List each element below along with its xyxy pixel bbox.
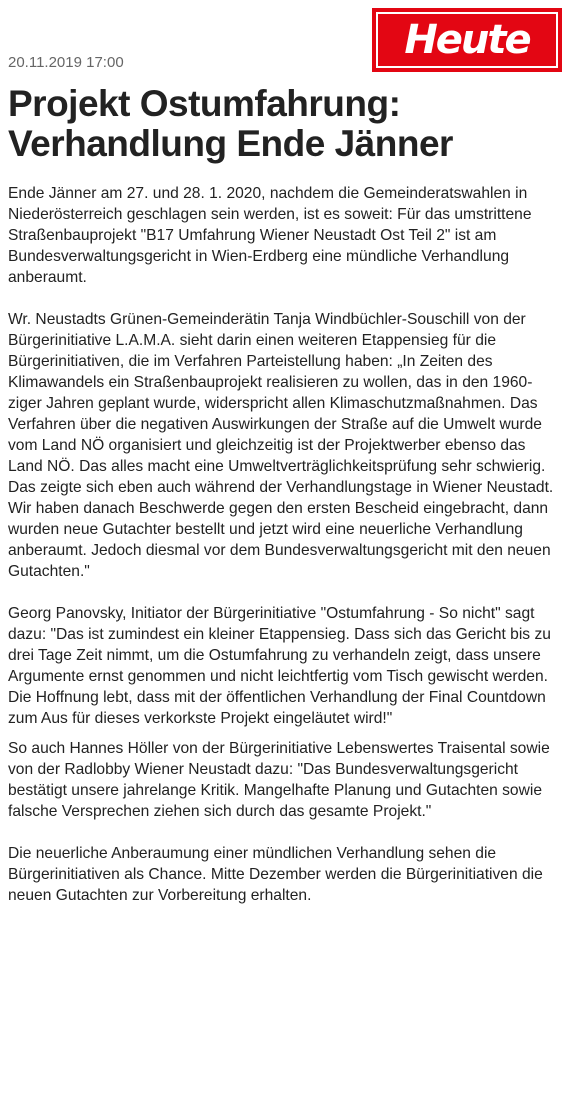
article-paragraph-1: Ende Jänner am 27. und 28. 1. 2020, nachdem die Gemeinderatswahlen in Niederösterreich geschlagen sein werden, ist es soweit: Für das umstrittene Straßenbauprojekt "B17 Umfahrung Wiener Neustadt Ost Teil 2" ist am Bundesverwaltungsgericht in Wien-Erdberg eine mündliche Verhandlung anberaumt. xyxy=(8,185,532,286)
article-paragraph-3: Georg Panovsky, Initiator der Bürgerinitiative "Ostumfahrung - So nicht" sagt dazu: "Das ist zumindest ein kleiner Etappensieg. Dass sich das Gericht bis zu drei Tage Zeit nimmt, um die Ostumfahrung zu verhandeln zeigt, dass unsere Argumente ernst genommen und nicht leichtfertig vom Tisch gewischt werden. Die Hoffnung lebt, dass mit der öffentlichen Verhandlung der Final Countdown zum Aus für dieses verkorkste Projekt eingeläutet wird!" xyxy=(8,605,551,727)
logo-frame xyxy=(376,12,558,68)
article-paragraph-4: So auch Hannes Höller von der Bürgerinitiative Lebenswertes Traisental sowie von der Radlobby Wiener Neustadt dazu: "Das Bundesverwaltungsgericht bestätigt unsere jahrelange Kritik. Mangelhafte Planung und Gutachten sowie falsche Versprechen ziehen sich durch das gesamte Projekt." xyxy=(8,740,550,820)
article-paragraph-2: Wr. Neustadts Grünen-Gemeinderätin Tanja Windbüchler-Souschill von der Bürgerinitiative L.A.M.A. sieht darin einen weiteren Etappensieg für die Bürgerinitiativen, die im Verfahren Parteistellung haben: „In Zeiten des Klimawandels ein Straßenbauprojekt realisieren zu wollen, das in den 1960-ziger Jahren geplant wurde, widerspricht allen Klimaschutzmaßnahmen. Das Verfahren über die negativen Auswirkungen der Straße auf die Umwelt wurde vom Land NÖ organisiert und gleichzeitig ist der Projektwerber ebenso das Land NÖ. Das alles macht eine Umweltverträglichkeitsprüfung sehr schwierig. Das zeigte sich eben auch während der Verhandlungstage in Wiener Neustadt. Wir haben danach Beschwerde gegen den ersten Bescheid eingebracht, dann wurden neue Gutachter bestellt und jetzt wird eine neuerliche Verhandlung anberaumt. Jedoch diesmal vor dem Bundesverwaltungsgericht mit den neuen Gutachten." xyxy=(8,311,554,580)
headline-line-2: Verhandlung Ende Jänner xyxy=(8,123,453,164)
paragraph-spacer xyxy=(8,822,564,843)
article-body xyxy=(8,183,564,906)
logo-wordmark: Heute xyxy=(404,17,530,63)
heute-logo[interactable] xyxy=(372,8,562,72)
paragraph-spacer xyxy=(8,729,564,738)
paragraph-spacer xyxy=(8,582,564,603)
article-dateline: 20.11.2019 17:00 xyxy=(8,54,124,71)
paragraph-spacer xyxy=(8,288,564,309)
article-paragraph-5: Die neuerliche Anberaumung einer mündlichen Verhandlung sehen die Bürgerinitiativen als Chance. Mitte Dezember werden die Bürgerinitiativen die neuen Gutachten zur Vorbereitung erhalten. xyxy=(8,845,543,904)
headline-line-1: Projekt Ostumfahrung: xyxy=(8,83,401,124)
article-headline xyxy=(8,84,568,164)
